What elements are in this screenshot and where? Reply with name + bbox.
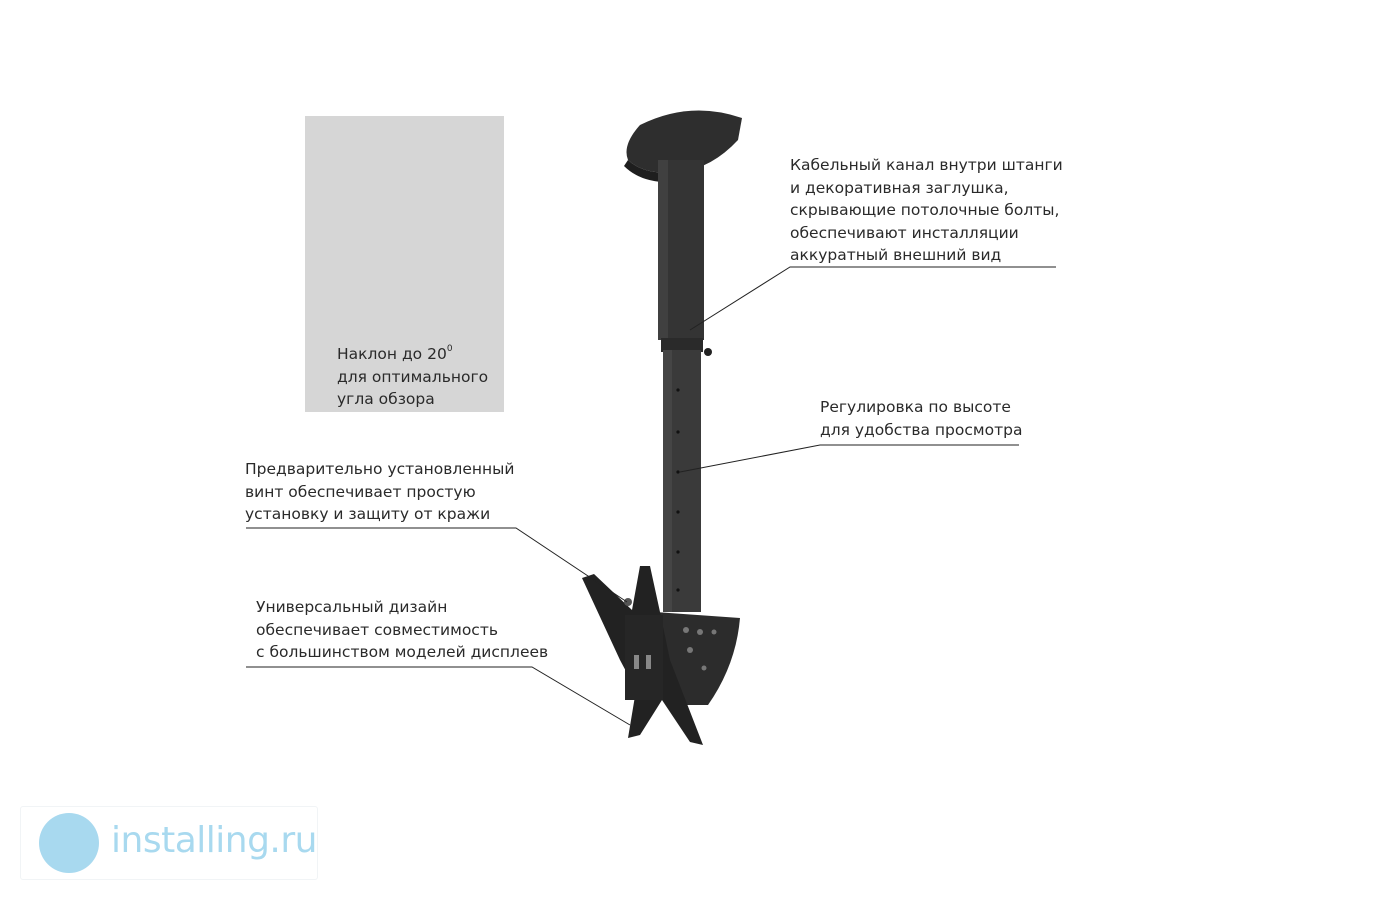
leader-preinstalled-screw	[246, 528, 627, 602]
callout-cable-channel	[790, 154, 1063, 267]
callout-line: винт обеспечивает простую	[245, 482, 476, 501]
callout-height-adjust	[820, 396, 1022, 441]
callout-line: Регулировка по высоте	[820, 398, 1011, 416]
callout-line: для удобства просмотра	[820, 420, 1023, 439]
tilt-caption	[337, 338, 488, 411]
callout-line: Универсальный дизайн	[256, 598, 448, 616]
callout-line: Предварительно установленный	[245, 460, 515, 478]
callout-line: установку и защиту от кражи	[245, 505, 491, 523]
logo-emblem-icon	[39, 813, 99, 873]
callout-line: обеспечивает совместимость	[256, 620, 498, 639]
callout-preinstalled-screw	[245, 458, 514, 526]
tilt-caption-line3: угла обзора	[337, 390, 435, 408]
tilt-caption-line1: Наклон до 20	[337, 345, 447, 363]
telescopic-tube	[661, 338, 712, 612]
callout-line: скрывающие потолочные болты,	[790, 201, 1060, 219]
callout-line: и декоративная заглушка,	[790, 178, 1009, 197]
leader-universal-design	[246, 667, 630, 725]
leader-height-adjust	[680, 445, 1019, 472]
callout-universal-design	[256, 596, 548, 664]
callout-line: обеспечивают инсталляции	[790, 223, 1019, 242]
installing-logo	[20, 806, 318, 880]
tilt-degree-superscript: 0	[446, 344, 453, 354]
callout-line: с большинством моделей дисплеев	[256, 643, 549, 661]
tilt-inset	[305, 116, 504, 412]
callout-line: аккуратный внешний вид	[790, 246, 1002, 264]
leader-cable-channel	[690, 267, 1056, 330]
tilt-caption-line2: для оптимального	[337, 367, 489, 386]
logo-text: installing.ru	[111, 820, 317, 861]
callout-line: Кабельный канал внутри штанги	[790, 156, 1063, 174]
